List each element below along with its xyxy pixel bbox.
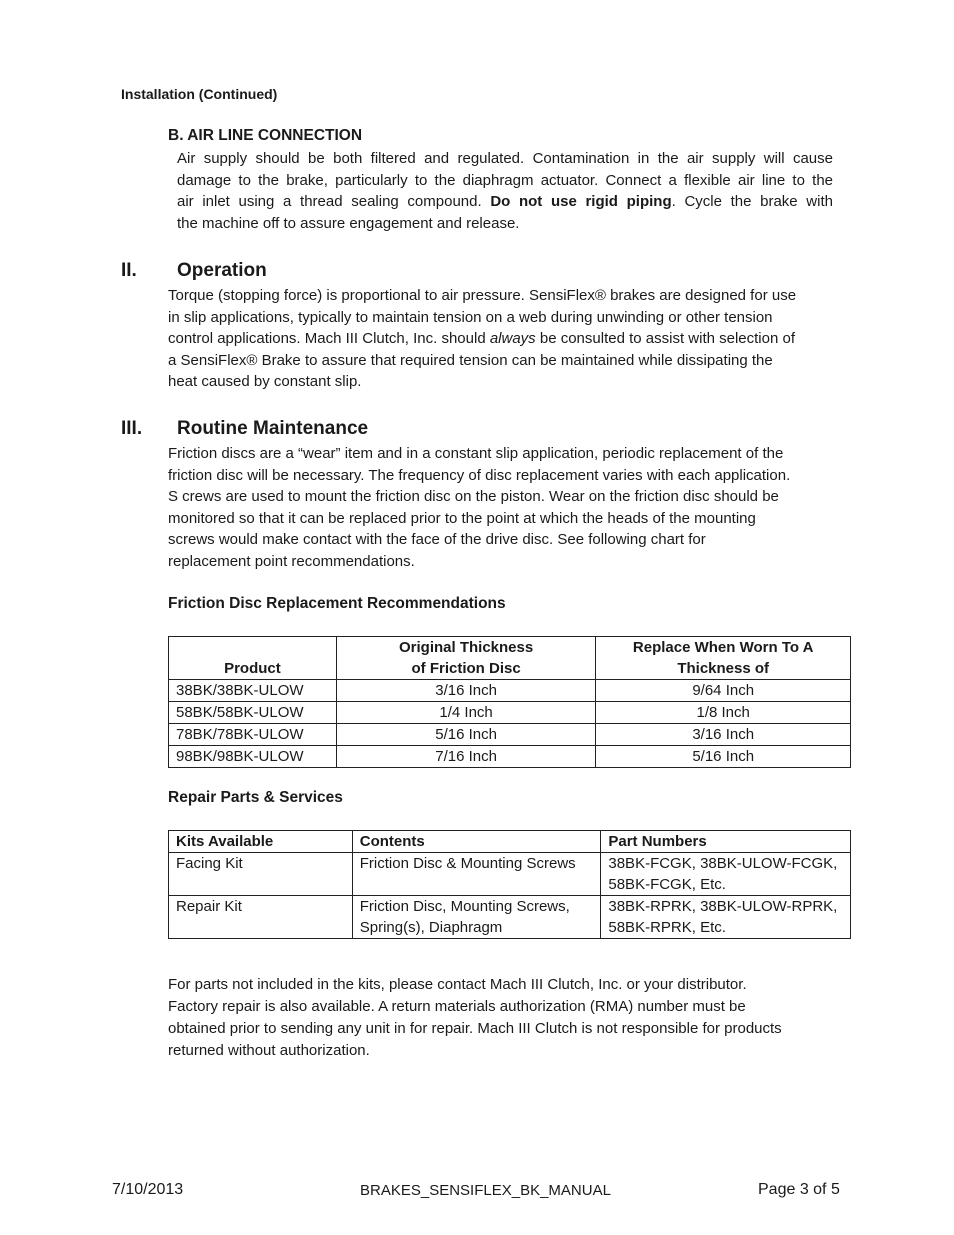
table-cell: 5/16 Inch [596, 746, 851, 768]
repair-header-contents: Contents [352, 831, 601, 853]
air-line-line: air inlet using a thread sealing compound. Do not use rigid piping. Cycle the brake with [177, 193, 833, 210]
air-line-heading: B. AIR LINE CONNECTION [168, 127, 363, 144]
operation-number: II. [121, 260, 137, 281]
closing-line: For parts not included in the kits, please contact Mach III Clutch, Inc. or your distributor. [168, 976, 747, 993]
table-row [169, 680, 851, 702]
air-line-line: Air supply should be both filtered and regulated. Contamination in the air supply will cause [177, 150, 833, 167]
table-cell: 3/16 Inch [596, 724, 851, 746]
operation-line: Torque (stopping force) is proportional to air pressure. SensiFlex® brakes are designed for use [168, 287, 797, 304]
table-cell: Friction Disc, Mounting Screws, Spring(s), Diaphragm [352, 896, 601, 939]
table-cell: 38BK/38BK-ULOW [169, 680, 337, 702]
maintenance-title: Routine Maintenance [177, 418, 369, 439]
operation-line: a SensiFlex® Brake to assure that required tension can be maintained while dissipating the [168, 351, 773, 369]
air-line-line: damage to the brake, particularly to the diaphragm actuator. Connect a flexible air line to the [177, 171, 833, 189]
maintenance-line: Friction discs are a “wear” item and in a constant slip application, periodic replacement of the [168, 445, 784, 462]
table-cell: 98BK/98BK-ULOW [169, 746, 337, 768]
table-row [169, 724, 851, 746]
table-cell: 78BK/78BK-ULOW [169, 724, 337, 746]
friction-header-original: Original Thickness of Friction Disc [336, 637, 596, 680]
friction-table [168, 636, 851, 768]
table-cell: Friction Disc & Mounting Screws [352, 853, 601, 896]
table-cell: 9/64 Inch [596, 680, 851, 702]
operation-title: Operation [177, 260, 267, 281]
maintenance-line: S crews are used to mount the friction disc on the piston. Wear on the friction disc should be [168, 488, 779, 505]
footer-page-number: Page 3 of 5 [758, 1181, 840, 1198]
table-row [169, 702, 851, 724]
table-cell: 1/8 Inch [596, 702, 851, 724]
footer-date: 7/10/2013 [112, 1181, 184, 1198]
maintenance-line: monitored so that it can be replaced prior to the point at which the heads of the mounting [168, 509, 756, 527]
table-cell: 38BK-FCGK, 38BK-ULOW-FCGK, 58BK-FCGK, Etc. [601, 853, 851, 896]
friction-header-product: Product [169, 637, 337, 680]
maintenance-number: III. [121, 418, 143, 439]
table-cell: 5/16 Inch [336, 724, 596, 746]
maintenance-line: replacement point recommendations. [168, 552, 415, 570]
friction-table-title: Friction Disc Replacement Recommendations [168, 595, 506, 612]
repair-header-kits: Kits Available [169, 831, 353, 853]
closing-line: Factory repair is also available. A return materials authorization (RMA) number must be [168, 998, 746, 1015]
air-line-line: the machine off to assure engagement and release. [177, 214, 520, 232]
table-cell: Facing Kit [169, 853, 353, 896]
maintenance-line: screws would make contact with the face of the drive disc. See following chart for [168, 531, 706, 548]
repair-table [168, 830, 851, 939]
continued-heading: Installation (Continued) [121, 86, 278, 102]
operation-line: heat caused by constant slip. [168, 373, 362, 390]
table-row [169, 853, 851, 896]
footer-doc-name: BRAKES_SENSIFLEX_BK_MANUAL [360, 1182, 611, 1199]
table-cell: 1/4 Inch [336, 702, 596, 724]
closing-line: obtained prior to sending any unit in for repair. Mach III Clutch is not responsible for products [168, 1020, 782, 1037]
closing-line: returned without authorization. [168, 1042, 370, 1059]
table-row [169, 746, 851, 768]
table-cell: 38BK-RPRK, 38BK-ULOW-RPRK, 58BK-RPRK, Etc. [601, 896, 851, 939]
operation-line: control applications. Mach III Clutch, Inc. should always be consulted to assist with selection of [168, 330, 795, 347]
maintenance-paragraph [168, 443, 840, 572]
table-cell: 58BK/58BK-ULOW [169, 702, 337, 724]
table-cell: 3/16 Inch [336, 680, 596, 702]
operation-line: in slip applications, typically to maintain tension on a web during unwinding or other tension [168, 308, 773, 326]
table-row [169, 896, 851, 939]
table-cell: 7/16 Inch [336, 746, 596, 768]
repair-header-parts: Part Numbers [601, 831, 851, 853]
table-cell: Repair Kit [169, 896, 353, 939]
friction-header-replace: Replace When Worn To A Thickness of [596, 637, 851, 680]
closing-paragraph [168, 974, 840, 1062]
air-line-paragraph [177, 148, 833, 234]
maintenance-line: friction disc will be necessary. The frequency of disc replacement varies with each application. [168, 466, 791, 484]
operation-paragraph [168, 285, 840, 393]
repair-table-title: Repair Parts & Services [168, 789, 343, 806]
